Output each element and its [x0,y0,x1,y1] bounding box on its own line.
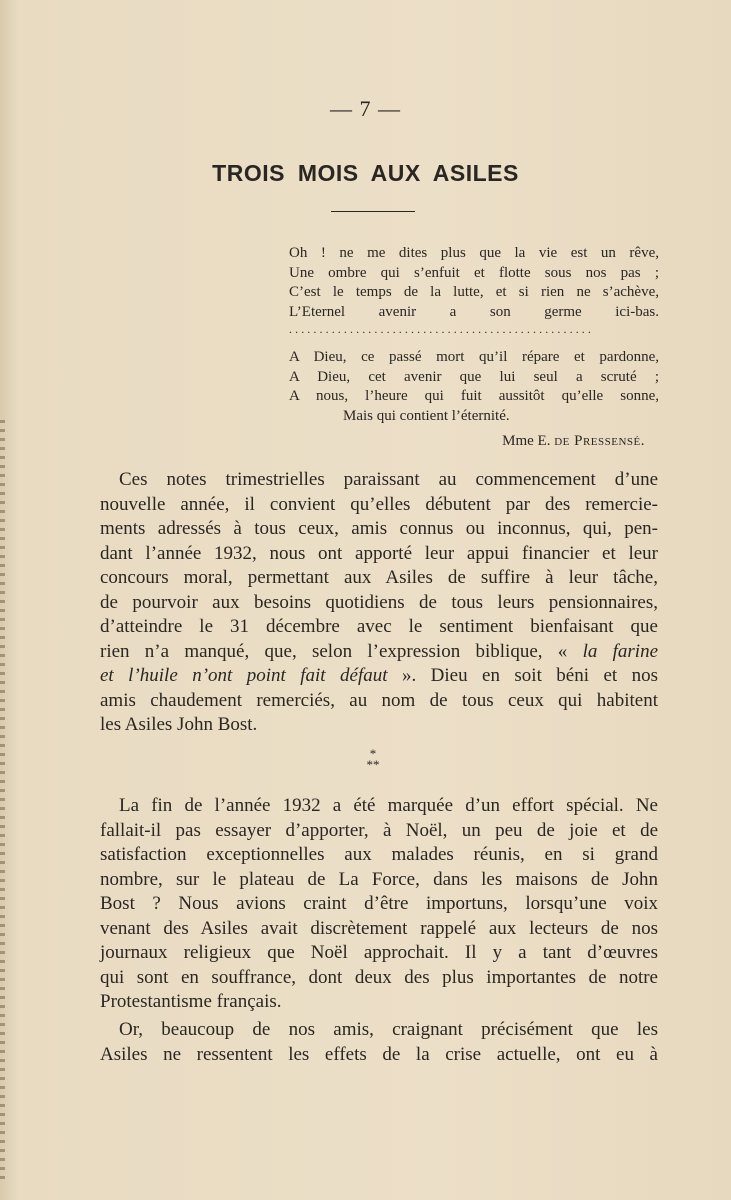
paragraph-line: nouvelle année, il convient qu’elles débutent par des remercie- [100,493,658,515]
page-number: — 7 — [330,96,401,121]
page-title: TROIS MOIS AUX ASILES [212,160,519,186]
paragraph-line: Bost ? Nous avions craint d’être importuns, lorsqu’une voix [100,893,658,914]
paragraph-line: journaux religieux que Noël approchait. Il y a tant d’œuvres [100,942,658,963]
asterism-bottom: ** [366,757,380,772]
signature-name: de Pressensé. [554,433,645,449]
paragraph-line: Or, beaucoup de nos amis, craignant précisément que les [119,1019,658,1040]
quote-lead: rien n’a manqué, que, selon l’expression biblique, « [100,640,583,662]
paragraph-line: fallait-il pas essayer d’apporter, à Noël, un peu de joie et de [100,819,658,841]
dotted-separator: .................................................. [289,324,594,336]
paragraph-line: nombre, sur le plateau de La Force, dans les maisons de John [100,868,658,890]
paragraph-line: qui sont en souffrance, dont deux des plus importantes de notre [100,966,658,988]
poem-line: L’Eternel avenir a son germe ici-bas. [289,303,659,320]
poem-line: A Dieu, ce passé mort qu’il répare et pardonne, [289,349,659,365]
signature-prefix: Mme E. [502,433,555,449]
paragraph-line: amis chaudement remerciés, au nom de tous ceux qui habitent [100,689,658,711]
poem-signature [289,432,659,452]
paragraph-line: concours moral, permettant aux Asiles de suffire à leur tâche, [100,567,658,588]
quote-italic-start: la farine [582,640,658,662]
poem-line: A Dieu, cet avenir que lui seul a scruté ; [289,368,659,385]
title-divider [331,211,415,212]
paragraph-line: ments adressés à tous ceux, amis connus ou inconnus, qui, pen- [100,518,658,539]
quote-italic-end: et l’huile n’ont point fait défaut [100,665,388,686]
paragraph-1 [100,468,658,738]
paragraph-line: La fin de l’année 1932 a été marquée d’un effort spécial. Ne [119,795,658,816]
poem-line: Une ombre qui s’enfuit et flotte sous nos pas ; [289,264,659,281]
paragraph-line: les Asiles John Bost. [100,714,258,735]
section-asterism [353,748,393,770]
poem-line: A nous, l’heure qui fuit aussitôt qu’elle sonne, [289,388,659,404]
paragraph-3 [100,1018,658,1067]
paragraph-line: satisfaction exceptionnelles aux malades réunis, en si grand [100,844,658,865]
asterism-top: * [369,746,377,761]
paragraph-line: Ces notes trimestrielles paraissant au commencement d’une [119,469,658,490]
paragraph-2 [100,794,658,1015]
paragraph-line: de pourvoir aux besoins quotidiens de tous leurs pensionnaires, [100,591,658,613]
epigraph-poem [289,244,659,452]
poem-line: Mais qui contient l’éternité. [343,407,510,424]
paragraph-line: Asiles ne ressentent les effets de la crise actuelle, ont eu à [100,1043,658,1065]
paragraph-line: Protestantisme français. [100,991,282,1012]
binding-edge-marks [0,420,5,1180]
paragraph-line-quote-end [100,664,658,689]
poem-line: C’est le temps de la lutte, et si rien ne s’achève, [289,284,659,300]
paragraph-line: d’atteindre le 31 décembre avec le sentiment bienfaisant que [100,616,658,637]
paragraph-line-quote [100,640,658,665]
paragraph-line: dant l’année 1932, nous ont apporté leur appui financier et leur [100,542,658,564]
quote-tail: ». Dieu en soit béni et nos [387,665,658,686]
poem-line: Oh ! ne me dites plus que la vie est un rêve, [289,245,659,261]
paragraph-line: venant des Asiles avait discrètement rappelé aux lecteurs de nos [100,917,658,939]
